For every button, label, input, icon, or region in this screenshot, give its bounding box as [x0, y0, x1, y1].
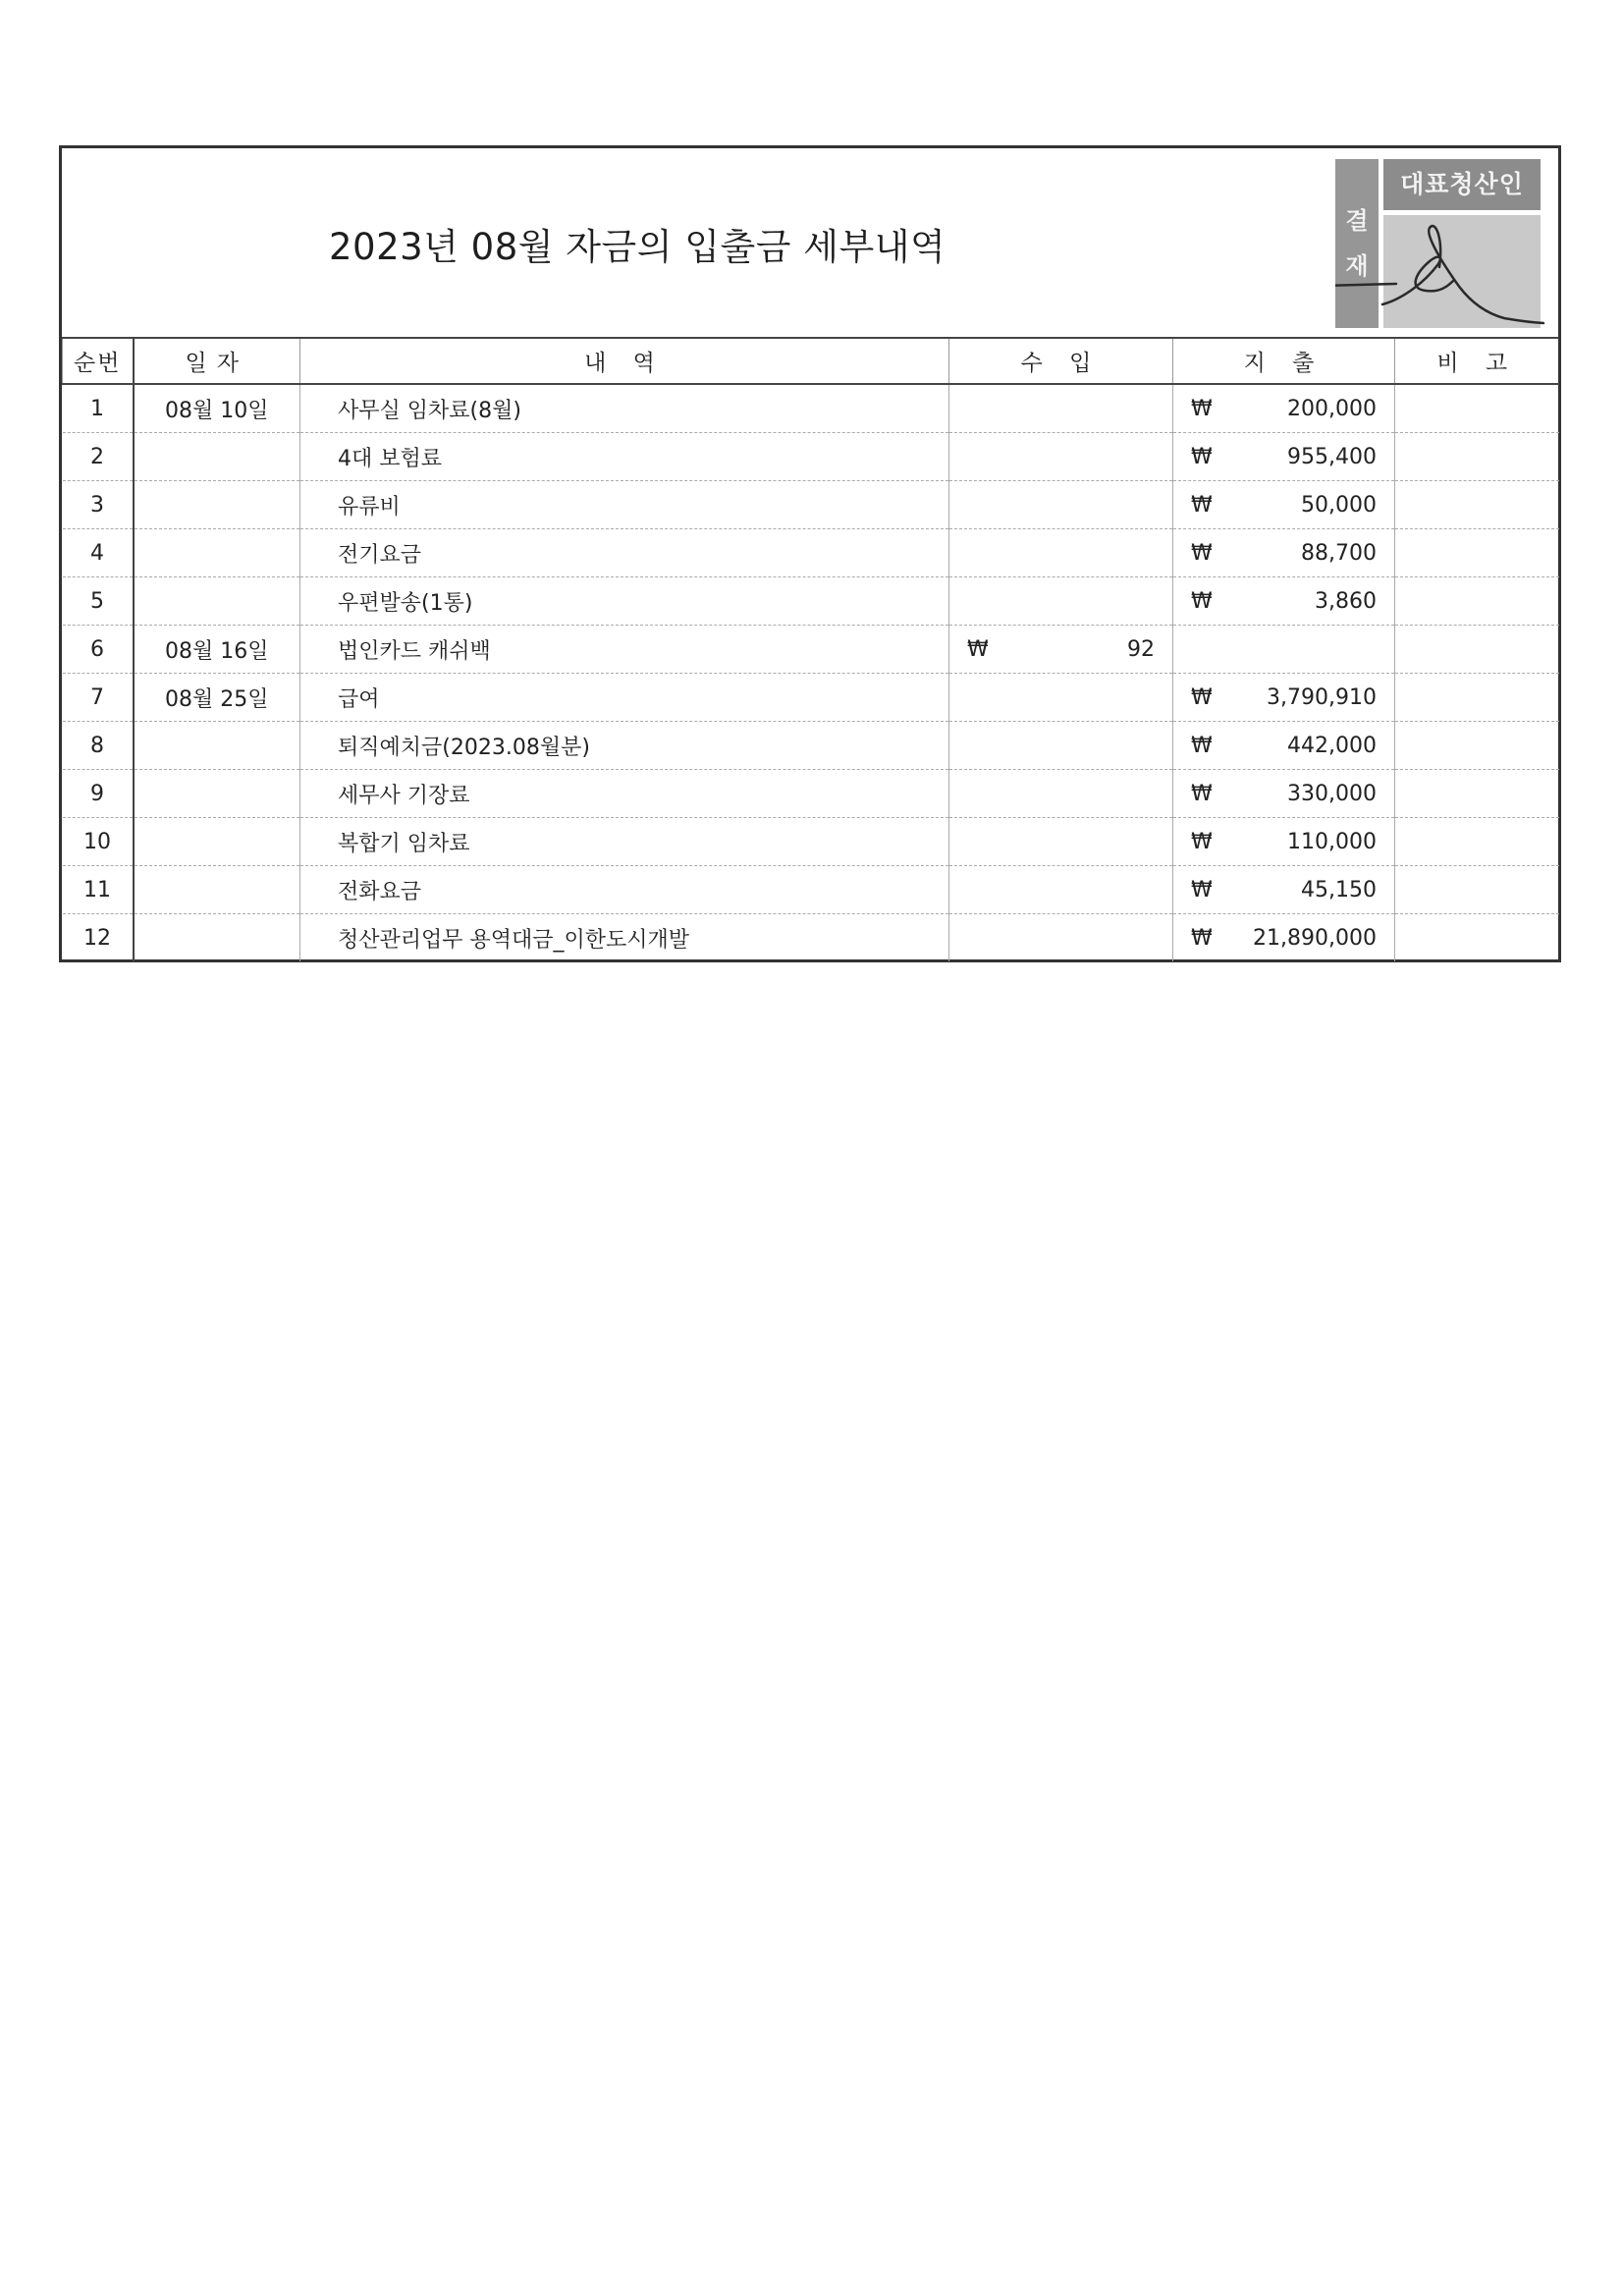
row-date — [134, 722, 300, 770]
row-date — [134, 529, 300, 577]
table-row — [63, 722, 1559, 770]
row-description: 급여 — [300, 674, 949, 722]
row-expense-amount: 21,890,000 — [1253, 926, 1377, 951]
row-expense — [1173, 384, 1395, 433]
row-number: 5 — [63, 577, 134, 626]
row-expense — [1173, 770, 1395, 818]
row-income — [949, 770, 1173, 818]
row-date: 08월 16일 — [134, 626, 300, 674]
column-header-date: 일자 — [134, 339, 300, 384]
row-income — [949, 433, 1173, 481]
row-expense — [1173, 818, 1395, 866]
approval-label-char: 재 — [1345, 252, 1369, 280]
row-expense — [1173, 722, 1395, 770]
row-expense-amount: 442,000 — [1287, 734, 1377, 758]
row-expense-amount: 955,400 — [1287, 445, 1377, 469]
row-income — [949, 529, 1173, 577]
row-note — [1395, 384, 1559, 433]
row-description: 우편발송(1통) — [300, 577, 949, 626]
currency-symbol: ₩ — [1191, 685, 1213, 710]
row-expense-amount: 200,000 — [1287, 397, 1377, 421]
row-description: 복합기 임차료 — [300, 818, 949, 866]
row-expense — [1173, 577, 1395, 626]
currency-symbol: ₩ — [1191, 493, 1213, 518]
currency-symbol: ₩ — [1191, 830, 1213, 854]
row-expense — [1173, 866, 1395, 914]
row-number: 8 — [63, 722, 134, 770]
row-note — [1395, 433, 1559, 481]
sheet-header — [62, 148, 1558, 339]
row-description: 퇴직예치금(2023.08월분) — [300, 722, 949, 770]
ledger-body — [63, 384, 1559, 961]
currency-symbol: ₩ — [1191, 397, 1213, 421]
table-row — [63, 529, 1559, 577]
row-number: 11 — [63, 866, 134, 914]
row-note — [1395, 818, 1559, 866]
row-description: 법인카드 캐쉬백 — [300, 626, 949, 674]
table-row — [63, 914, 1559, 962]
column-header-note: 비 고 — [1395, 339, 1559, 384]
currency-symbol: ₩ — [1191, 541, 1213, 566]
row-description: 전기요금 — [300, 529, 949, 577]
row-number: 9 — [63, 770, 134, 818]
row-expense — [1173, 529, 1395, 577]
row-income — [949, 481, 1173, 529]
row-expense-amount: 45,150 — [1301, 878, 1377, 902]
row-expense — [1173, 481, 1395, 529]
row-expense-amount: 88,700 — [1301, 541, 1377, 566]
table-row — [63, 866, 1559, 914]
row-note — [1395, 722, 1559, 770]
row-note — [1395, 529, 1559, 577]
table-row — [63, 384, 1559, 433]
row-expense — [1173, 914, 1395, 962]
row-date — [134, 770, 300, 818]
row-income — [949, 722, 1173, 770]
table-row — [63, 481, 1559, 529]
row-income — [949, 914, 1173, 962]
row-description: 세무사 기장료 — [300, 770, 949, 818]
row-expense-amount: 110,000 — [1287, 830, 1377, 854]
row-income — [949, 818, 1173, 866]
row-expense — [1173, 433, 1395, 481]
currency-symbol: ₩ — [1191, 878, 1213, 902]
currency-symbol: ₩ — [1191, 445, 1213, 469]
row-number: 3 — [63, 481, 134, 529]
approval-signer-title: 대표청산인 — [1383, 159, 1541, 210]
ledger-sheet — [59, 145, 1561, 962]
row-date — [134, 818, 300, 866]
row-date: 08월 10일 — [134, 384, 300, 433]
row-expense-amount: 3,790,910 — [1267, 685, 1377, 710]
currency-symbol: ₩ — [1191, 589, 1213, 614]
row-number: 10 — [63, 818, 134, 866]
table-row — [63, 674, 1559, 722]
row-date: 08월 25일 — [134, 674, 300, 722]
table-row — [63, 433, 1559, 481]
currency-symbol: ₩ — [1191, 734, 1213, 758]
table-row — [63, 770, 1559, 818]
table-header-row — [63, 339, 1559, 384]
row-description: 청산관리업무 용역대금_이한도시개발 — [300, 914, 949, 962]
row-income — [949, 626, 1173, 674]
row-description: 4대 보험료 — [300, 433, 949, 481]
row-number: 1 — [90, 396, 104, 421]
currency-symbol: ₩ — [1191, 782, 1213, 806]
row-number: 2 — [63, 433, 134, 481]
table-row — [63, 577, 1559, 626]
row-number: 4 — [63, 529, 134, 577]
currency-symbol: ₩ — [1191, 926, 1213, 951]
approval-label-char: 결 — [1345, 207, 1369, 235]
row-income — [949, 577, 1173, 626]
row-expense-amount: 3,860 — [1315, 589, 1377, 614]
row-expense-amount: 50,000 — [1301, 493, 1377, 518]
row-number: 7 — [63, 674, 134, 722]
row-date — [134, 577, 300, 626]
row-note — [1395, 866, 1559, 914]
table-row — [63, 626, 1559, 674]
signature-mark — [1335, 159, 1546, 336]
row-description: 전화요금 — [300, 866, 949, 914]
row-date — [134, 866, 300, 914]
row-number: 6 — [63, 626, 134, 674]
table-row — [63, 818, 1559, 866]
row-income — [949, 384, 1173, 433]
row-note — [1395, 914, 1559, 962]
currency-symbol: ₩ — [967, 637, 989, 662]
column-header-description: 내 역 — [300, 339, 949, 384]
row-income — [949, 674, 1173, 722]
row-expense — [1173, 674, 1395, 722]
row-note — [1395, 626, 1559, 674]
row-income-amount: 92 — [1127, 637, 1155, 662]
column-header-number: 순번 — [63, 339, 134, 384]
row-note — [1395, 481, 1559, 529]
document-title: 2023년 08월 자금의 입출금 세부내역 — [329, 226, 947, 268]
row-income — [949, 866, 1173, 914]
row-description: 사무실 임차료(8월) — [300, 384, 949, 433]
row-expense — [1173, 626, 1395, 674]
row-note — [1395, 770, 1559, 818]
row-date — [134, 914, 300, 962]
column-header-expense: 지 출 — [1173, 339, 1395, 384]
row-expense-amount: 330,000 — [1287, 782, 1377, 806]
row-date — [134, 433, 300, 481]
ledger-table — [62, 339, 1559, 961]
row-date — [134, 481, 300, 529]
column-header-income: 수 입 — [949, 339, 1173, 384]
row-number: 12 — [63, 914, 134, 962]
row-note — [1395, 577, 1559, 626]
row-note — [1395, 674, 1559, 722]
row-description: 유류비 — [300, 481, 949, 529]
approval-box — [1335, 159, 1541, 328]
